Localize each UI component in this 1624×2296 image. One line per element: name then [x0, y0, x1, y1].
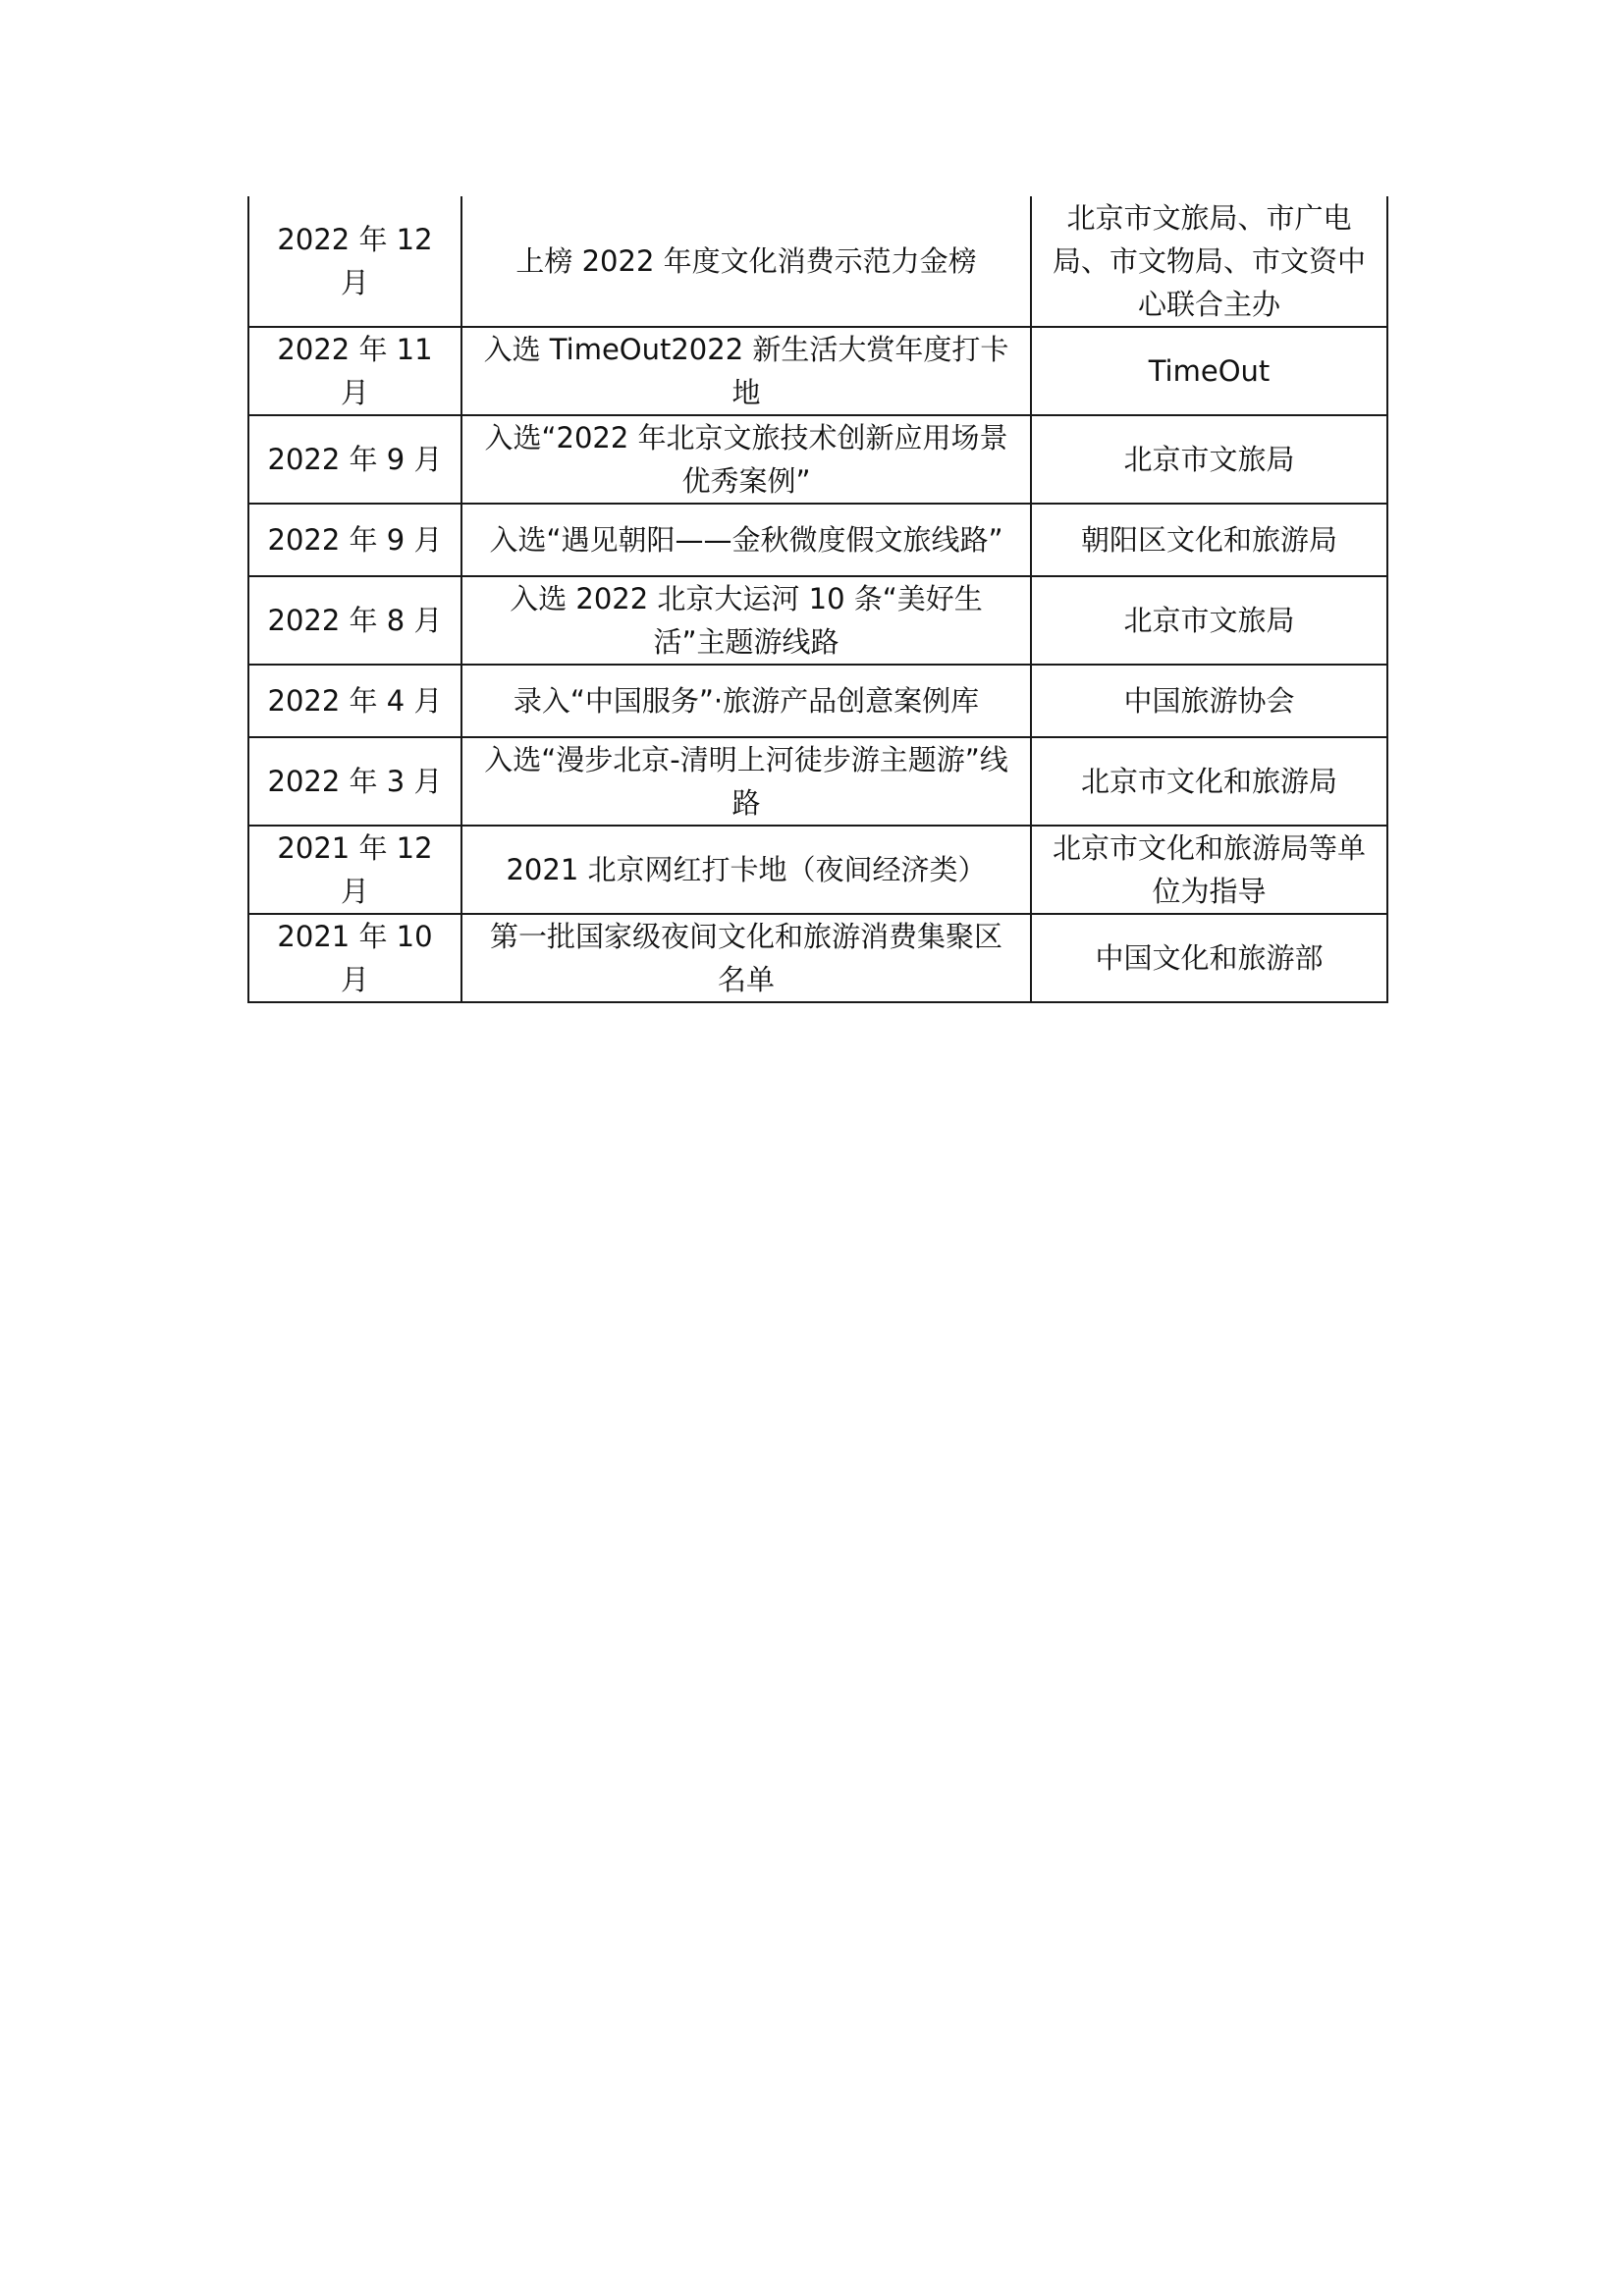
date-cell: 2021 年 12 月 [248, 826, 461, 914]
date-cell: 2022 年 3 月 [248, 737, 461, 826]
award-cell: 入选“2022 年北京文旅技术创新应用场景优秀案例” [461, 415, 1031, 504]
organizer-cell: 朝阳区文化和旅游局 [1031, 504, 1387, 576]
award-cell: 第一批国家级夜间文化和旅游消费集聚区名单 [461, 914, 1031, 1002]
award-cell: 入选 TimeOut2022 新生活大赏年度打卡地 [461, 327, 1031, 415]
organizer-cell: 北京市文化和旅游局 [1031, 737, 1387, 826]
award-cell: 录入“中国服务”·旅游产品创意案例库 [461, 665, 1031, 737]
table-row [248, 504, 1387, 576]
award-cell: 入选“遇见朝阳——金秋微度假文旅线路” [461, 504, 1031, 576]
date-cell: 2022 年 11 月 [248, 327, 461, 415]
date-cell: 2021 年 10 月 [248, 914, 461, 1002]
organizer-cell: 北京市文旅局 [1031, 576, 1387, 665]
organizer-cell: TimeOut [1031, 327, 1387, 415]
date-cell: 2022 年 9 月 [248, 415, 461, 504]
organizer-cell: 北京市文旅局 [1031, 415, 1387, 504]
organizer-cell: 中国旅游协会 [1031, 665, 1387, 737]
award-cell: 2021 北京网红打卡地（夜间经济类） [461, 826, 1031, 914]
table-row [248, 327, 1387, 415]
table-row [248, 737, 1387, 826]
date-cell: 2022 年 9 月 [248, 504, 461, 576]
award-cell: 入选“漫步北京-清明上河徒步游主题游”线路 [461, 737, 1031, 826]
table-row [248, 576, 1387, 665]
award-cell: 入选 2022 北京大运河 10 条“美好生活”主题游线路 [461, 576, 1031, 665]
award-cell: 上榜 2022 年度文化消费示范力金榜 [461, 196, 1031, 327]
table-row [248, 196, 1387, 327]
awards-table [247, 196, 1388, 1003]
table-row [248, 415, 1387, 504]
date-cell: 2022 年 4 月 [248, 665, 461, 737]
table-row [248, 665, 1387, 737]
organizer-cell: 中国文化和旅游部 [1031, 914, 1387, 1002]
organizer-cell: 北京市文化和旅游局等单位为指导 [1031, 826, 1387, 914]
table-row [248, 914, 1387, 1002]
organizer-cell: 北京市文旅局、市广电局、市文物局、市文资中心联合主办 [1031, 196, 1387, 327]
date-cell: 2022 年 8 月 [248, 576, 461, 665]
table-row [248, 826, 1387, 914]
date-cell: 2022 年 12 月 [248, 196, 461, 327]
